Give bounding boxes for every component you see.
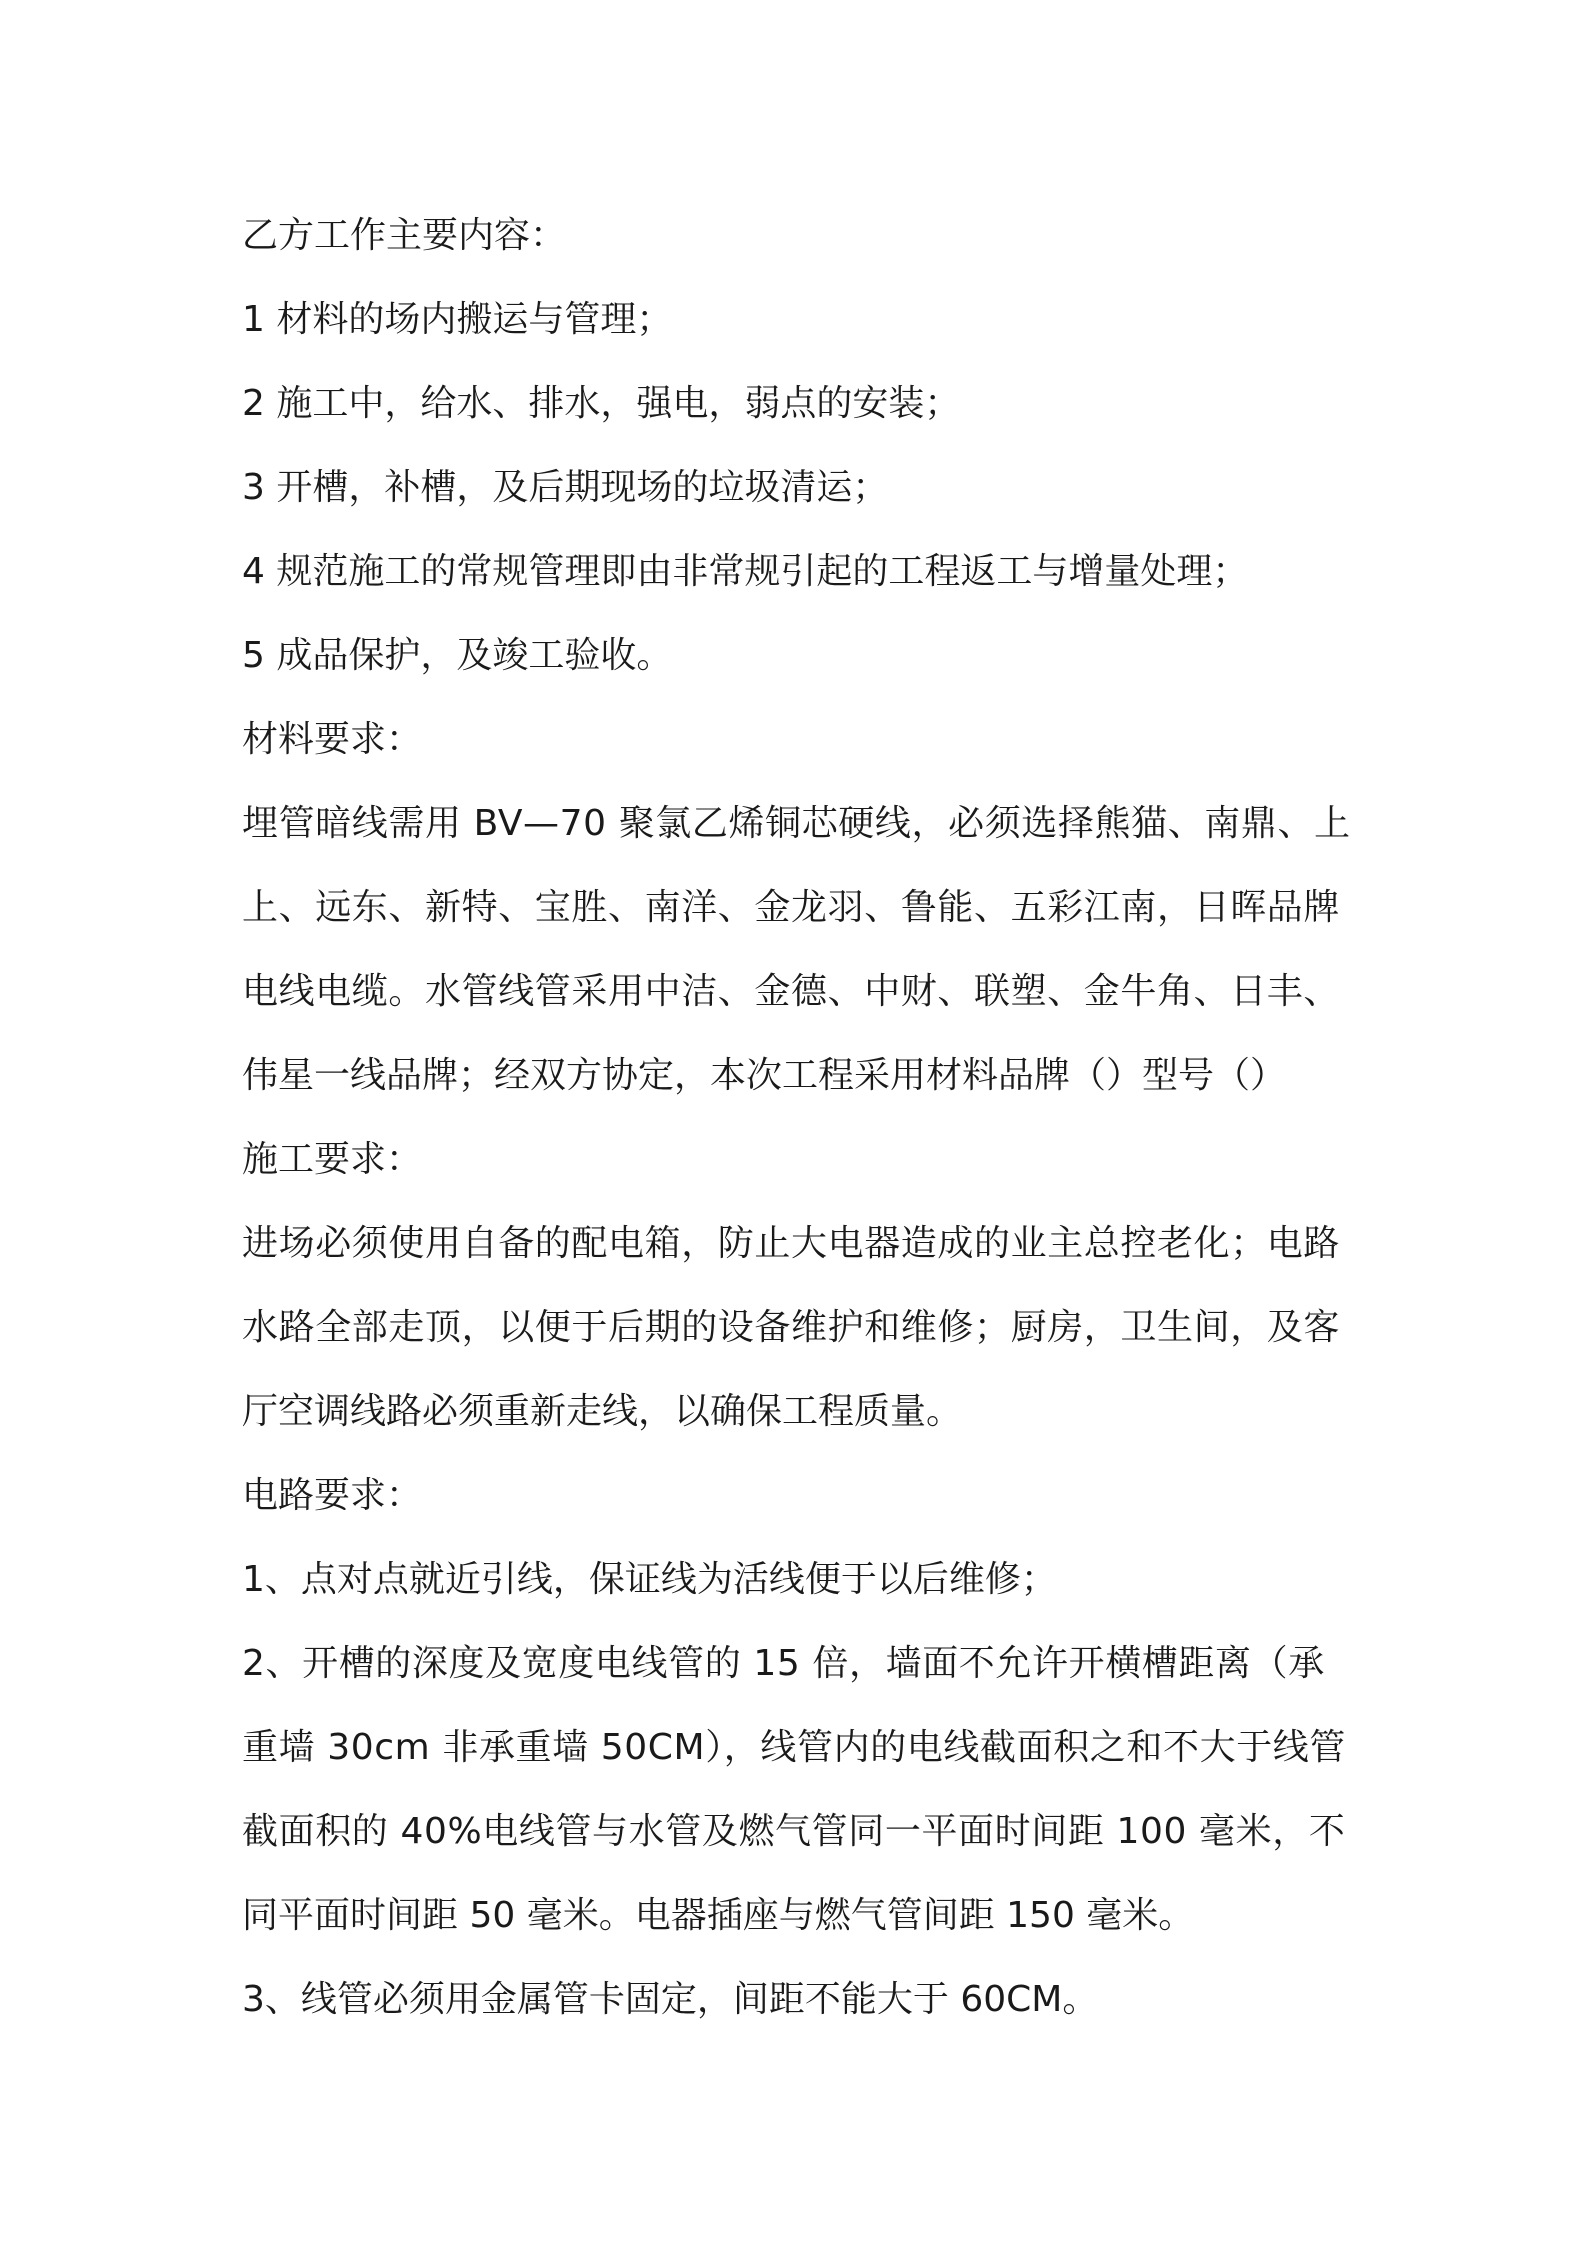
paragraph-line: 同平面时间距 50 毫米。电器插座与燃气管间距 150 毫米。 xyxy=(242,1895,1195,1936)
paragraph-line: 伟星一线品牌；经双方协定，本次工程采用材料品牌（）型号（） xyxy=(242,1055,1287,1096)
list-item: 2 施工中，给水、排水，强电，弱点的安装； xyxy=(242,383,961,424)
paragraph-line: 进场必须使用自备的配电箱，防止大电器造成的业主总控老化；电路 xyxy=(242,1223,1341,1264)
section-heading-party-b-work: 乙方工作主要内容： xyxy=(242,215,567,256)
paragraph-line: 厅空调线路必须重新走线，以确保工程质量。 xyxy=(242,1391,963,1432)
list-item: 2、开槽的深度及宽度电线管的 15 倍，墙面不允许开横槽距离（承 xyxy=(242,1643,1325,1684)
list-item: 3、线管必须用金属管卡固定，间距不能大于 60CM。 xyxy=(242,1979,1099,2020)
list-item: 3 开槽，补槽，及后期现场的垃圾清运； xyxy=(242,467,889,508)
document-body xyxy=(242,194,1367,2042)
paragraph-line: 截面积的 40%电线管与水管及燃气管同一平面时间距 100 毫米，不 xyxy=(242,1811,1346,1852)
paragraph-line: 重墙 30cm 非承重墙 50CM），线管内的电线截面积之和不大于线管 xyxy=(242,1727,1347,1768)
paragraph-line: 水路全部走顶，以便于后期的设备维护和维修；厨房，卫生间，及客 xyxy=(242,1307,1341,1348)
paragraph-line: 电线电缆。水管线管采用中洁、金德、中财、联塑、金牛角、日丰、 xyxy=(242,971,1341,1012)
section-heading-circuit: 电路要求： xyxy=(242,1475,423,1516)
list-item: 5 成品保护，及竣工验收。 xyxy=(242,635,673,676)
section-heading-construction: 施工要求： xyxy=(242,1139,423,1180)
list-item: 1 材料的场内搬运与管理； xyxy=(242,299,673,340)
section-heading-materials: 材料要求： xyxy=(242,719,423,760)
list-item: 1、点对点就近引线，保证线为活线便于以后维修； xyxy=(242,1559,1057,1600)
paragraph-line: 上、远东、新特、宝胜、南洋、金龙羽、鲁能、五彩江南，日晖品牌 xyxy=(242,887,1341,928)
paragraph-line: 埋管暗线需用 BV—70 聚氯乙烯铜芯硬线，必须选择熊猫、南鼎、上 xyxy=(242,803,1351,844)
list-item: 4 规范施工的常规管理即由非常规引起的工程返工与增量处理； xyxy=(242,551,1249,592)
